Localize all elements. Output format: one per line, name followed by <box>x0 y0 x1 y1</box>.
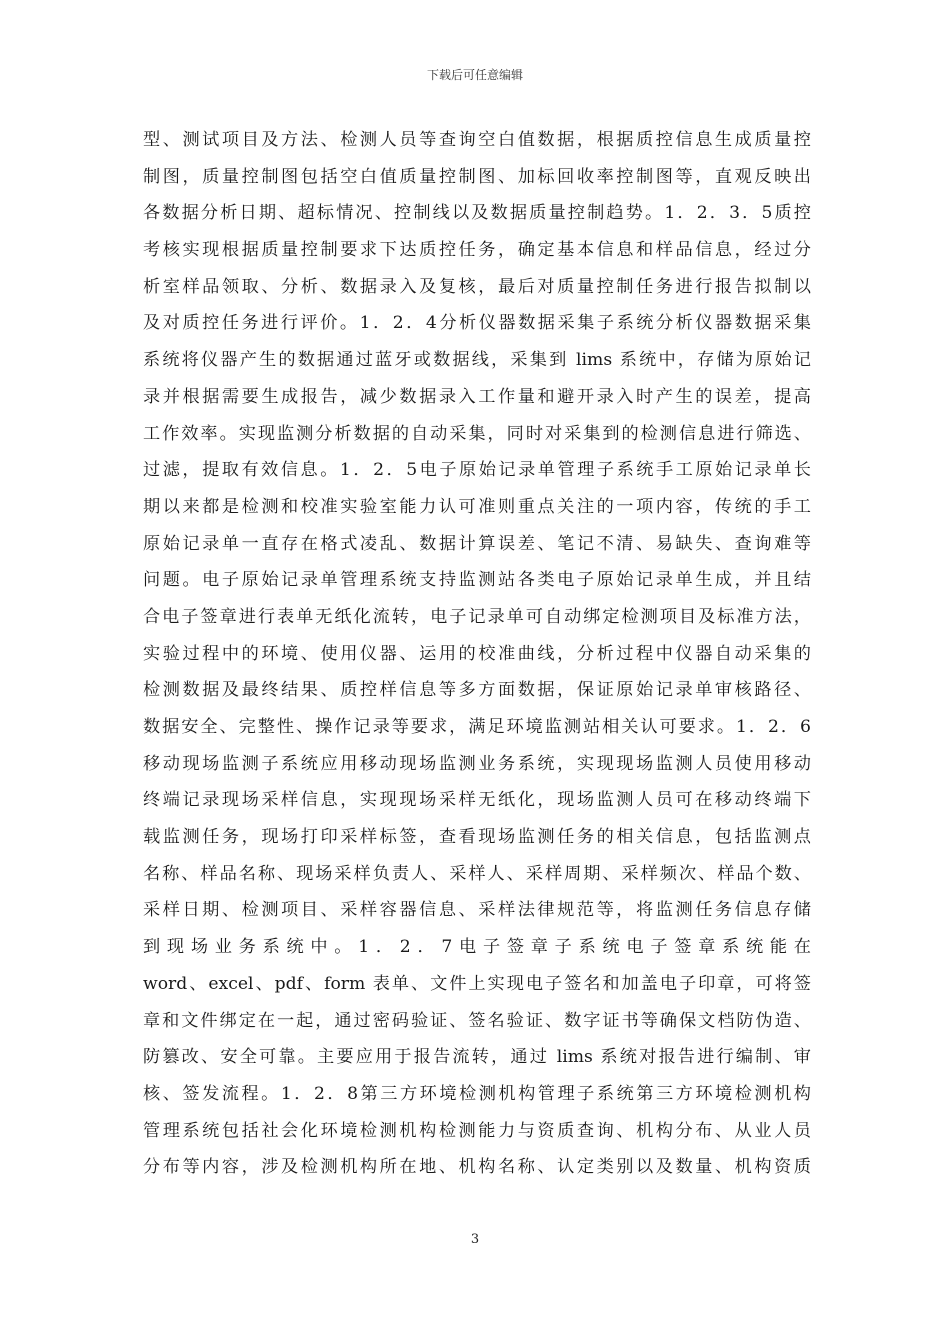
paragraph-line: 到现场业务系统中。1．2．7电子签章子系统电子签章系统能在 <box>143 937 811 958</box>
paragraph-line: 各数据分析日期、超标情况、控制线以及数据质量控制趋势。1．2．3．5质控 <box>143 203 811 224</box>
paragraph-line: 原始记录单一直存在格式凌乱、数据计算误差、笔记不清、易缺失、查询难等 <box>143 533 811 554</box>
paragraph-line: 制图，质量控制图包括空白值质量控制图、加标回收率控制图等，直观反映出 <box>143 166 811 187</box>
page-number: 3 <box>470 1232 480 1247</box>
paragraph-line: 考核实现根据质量控制要求下达质控任务，确定基本信息和样品信息，经过分 <box>143 240 811 261</box>
paragraph-line: 合电子签章进行表单无纸化流转，电子记录单可自动绑定检测项目及标准方法， <box>143 606 811 627</box>
paragraph-line: 数据安全、完整性、操作记录等要求，满足环境监测站相关认可要求。1．2．6 <box>143 717 811 737</box>
paragraph-line: 移动现场监测子系统应用移动现场监测业务系统，实现现场监测人员使用移动 <box>143 753 811 774</box>
paragraph-line: 名称、样品名称、现场采样负责人、采样人、采样周期、采样频次、样品个数、 <box>143 863 811 884</box>
paragraph-line: 系统将仪器产生的数据通过蓝牙或数据线，采集到 lims 系统中，存储为原始记 <box>143 350 811 371</box>
paragraph-line: 工作效率。实现监测分析数据的自动采集，同时对采集到的检测信息进行筛选、 <box>143 423 811 444</box>
paragraph-line: 终端记录现场采样信息，实现现场采样无纸化，现场监测人员可在移动终端下 <box>143 790 811 811</box>
paragraph-line: 问题。电子原始记录单管理系统支持监测站各类电子原始记录单生成，并且结 <box>143 570 811 591</box>
paragraph-line: 章和文件绑定在一起，通过密码验证、签名验证、数字证书等确保文档防伪造、 <box>143 1010 811 1031</box>
paragraph-line: 采样日期、检测项目、采样容器信息、采样法律规范等，将监测任务信息存储 <box>143 900 811 921</box>
paragraph-line: 分布等内容，涉及检测机构所在地、机构名称、认定类别以及数量、机构资质 <box>143 1157 811 1178</box>
paragraph-line: 管理系统包括社会化环境检测机构检测能力与资质查询、机构分布、从业人员 <box>143 1120 811 1141</box>
paragraph-line: word、excel、pdf、form 表单、文件上实现电子签名和加盖电子印章，可将签 <box>143 973 811 994</box>
paragraph-line: 过滤，提取有效信息。1．2．5电子原始记录单管理子系统手工原始记录单长 <box>143 460 811 481</box>
paragraph-line: 型、测试项目及方法、检测人员等查询空白值数据，根据质控信息生成质量控 <box>143 130 811 150</box>
paragraph-line: 析室样品领取、分析、数据录入及复核，最后对质量控制任务进行报告拟制以 <box>143 276 811 297</box>
paragraph-line: 及对质控任务进行评价。1．2．4分析仪器数据采集子系统分析仪器数据采集 <box>143 313 811 334</box>
paragraph-line: 实验过程中的环境、使用仪器、运用的校准曲线，分析过程中仪器自动采集的 <box>143 643 811 664</box>
paragraph-line: 防篡改、安全可靠。主要应用于报告流转，通过 lims 系统对报告进行编制、审 <box>143 1047 811 1068</box>
page-header: 下载后可任意编辑 <box>426 68 523 82</box>
paragraph-line: 检测数据及最终结果、质控样信息等多方面数据，保证原始记录单审核路径、 <box>143 680 811 701</box>
paragraph-line: 期以来都是检测和校准实验室能力认可准则重点关注的一项内容，传统的手工 <box>143 496 811 517</box>
paragraph-line: 载监测任务，现场打印采样标签，查看现场监测任务的相关信息，包括监测点 <box>143 827 811 848</box>
body-paragraph <box>143 122 811 1186</box>
paragraph-line: 核、签发流程。1．2．8第三方环境检测机构管理子系统第三方环境检测机构 <box>143 1083 811 1104</box>
paragraph-line: 录并根据需要生成报告，减少数据录入工作量和避开录入时产生的误差，提高 <box>143 386 811 407</box>
